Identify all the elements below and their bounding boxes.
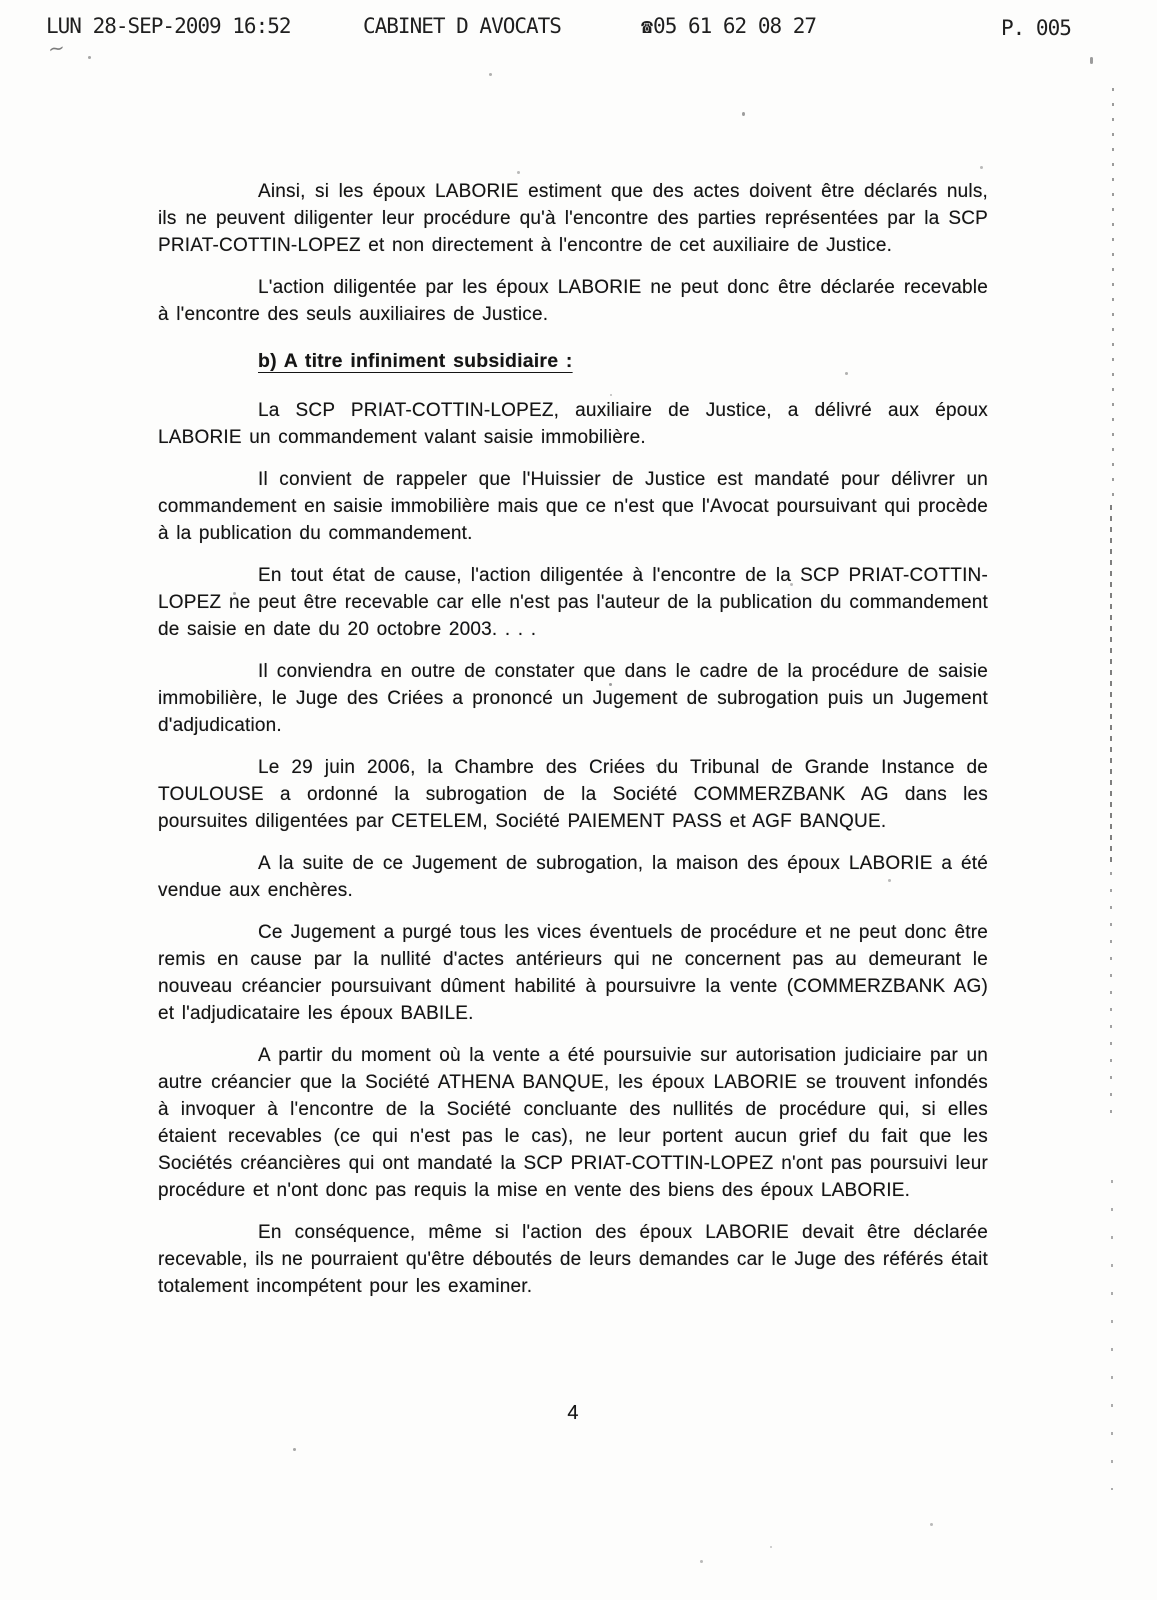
paragraph: Il conviendra en outre de constater que dans le cadre de la procédure de saisie immobilière, le Juge des Criées a prononcé un Jugement de subrogation puis un Jugement d'adjudication. [158, 661, 988, 736]
paragraph: Le 29 juin 2006, la Chambre des Criées du Tribunal de Grande Instance de TOULOUSE a ordonné la subrogation de la Société COMMERZBANK AG dans les poursuites diligentées par CETELEM, Société PAIEMENT PASS et AGF BANQUE. [158, 757, 988, 832]
paragraph: Ainsi, si les époux LABORIE estiment que des actes doivent être déclarés nuls, ils ne peuvent diligenter leur procédure qu'à l'encontre des parties représentées par la SCP PRIAT-COTTIN-LOPEZ et non directement à l'encontre de cet auxiliaire de Justice. [158, 181, 988, 256]
scan-speck [930, 1523, 933, 1526]
scan-speck [1090, 57, 1093, 64]
fax-datetime: LUN 28-SEP-2009 16:52 [46, 14, 291, 38]
fax-page-indicator: P. 005 [1001, 16, 1071, 40]
fax-header [0, 14, 1157, 48]
scan-mark: ~ [46, 34, 67, 62]
scan-speck [770, 1546, 772, 1548]
scan-speck [88, 56, 91, 59]
paragraph: En tout état de cause, l'action diligentée à l'encontre de la SCP PRIAT-COTTIN-LOPEZ ne peut être recevable car elle n'est pas l'auteur de la publication du commandement de saisie en date du 20 octobre 2003. . . . [158, 565, 988, 640]
scan-speck [293, 1448, 296, 1451]
page-number: 4 [567, 1402, 579, 1424]
paragraph: En conséquence, même si l'action des époux LABORIE devait être déclarée recevable, ils ne pourraient qu'être déboutés de leurs demandes car le Juge des référés était totalement incompétent pour les examiner. [158, 1222, 988, 1297]
fax-phone-number: 05 61 62 08 27 [653, 14, 817, 38]
scan-speck [742, 112, 745, 116]
fax-sender-name: CABINET D AVOCATS [363, 14, 561, 38]
paragraph: La SCP PRIAT-COTTIN-LOPEZ, auxiliaire de Justice, a délivré aux époux LABORIE un commandement valant saisie immobilière. [158, 400, 988, 448]
paragraph: L'action diligentée par les époux LABORIE ne peut donc être déclarée recevable à l'encontre des seuls auxiliaires de Justice. [158, 277, 988, 325]
scan-dotted-line [1112, 88, 1114, 498]
document-body [158, 178, 988, 1427]
scan-speck [980, 166, 983, 169]
paragraph: A partir du moment où la vente a été poursuivie sur autorisation judiciaire par un autre créancier que la Société ATHENA BANQUE, les époux LABORIE se trouvent infondés à invoquer à l'encontre de la Société concluante des nullités de procédure qui, si elles étaient recevables (ce qui n'est pas le cas), ne leur portent aucun grief du fait que les Sociétés créancières qui ont mandaté la SCP PRIAT-COTTIN-LOPEZ n'ont pas poursuivi leur procédure et n'ont donc pas requis la mise en vente des biens des époux LABORIE. [158, 1045, 988, 1201]
scan-dotted-line [1110, 505, 1112, 865]
fax-phone [641, 14, 817, 38]
scan-speck [700, 1560, 703, 1563]
scan-dotted-line [1111, 1180, 1113, 1490]
scan-dotted-line [1110, 872, 1112, 1122]
paragraph: A la suite de ce Jugement de subrogation, la maison des époux LABORIE a été vendue aux enchères. [158, 853, 988, 901]
paragraph: Il convient de rappeler que l'Huissier de Justice est mandaté pour délivrer un commandement en saisie immobilière mais que ce n'est que l'Avocat poursuivant qui procède à la publication du commandement. [158, 469, 988, 544]
scan-speck [517, 171, 520, 174]
section-heading: b) A titre infiniment subsidiaire : [258, 350, 573, 372]
telephone-icon: ☎ [641, 14, 653, 38]
scan-speck [489, 73, 492, 76]
paragraph: Ce Jugement a purgé tous les vices éventuels de procédure et ne peut donc être remis en cause par la nullité d'actes antérieurs qui ne concernent pas au demeurant le nouveau créancier poursuivant dûment habilité à poursuivre la vente (COMMERZBANK AG) et l'adjudicataire les époux BABILE. [158, 922, 988, 1024]
